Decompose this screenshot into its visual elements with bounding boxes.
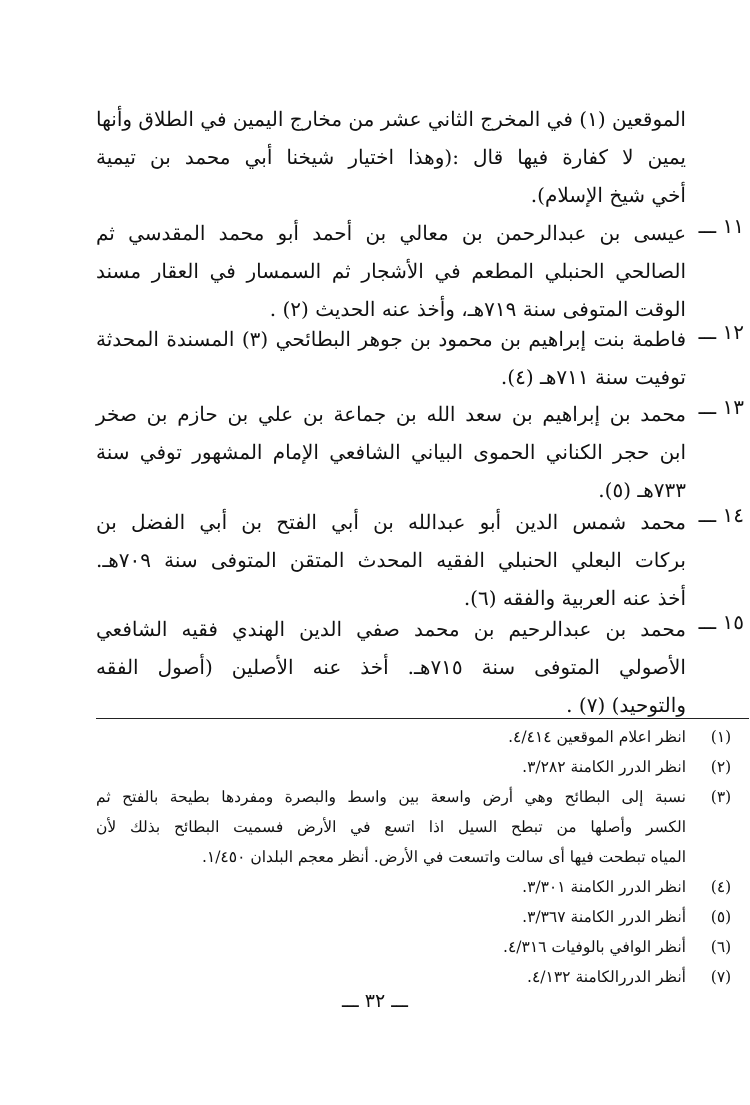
text-line: أخذ عنه العربية والفقه (٦).	[463, 586, 686, 610]
footnote-text: انظر الدرر الكامنة ٣/٢٨٢.	[522, 758, 686, 776]
entry-number: ١٥ ـــ	[698, 610, 744, 634]
footnote-text: انظر الدرر الكامنة ٣/٣٠١.	[522, 878, 686, 896]
text-line: محمد بن عبدالرحيم بن محمد صفي الدين الهندي فقيه الشافعي	[96, 617, 686, 641]
footnote-text: أنظر الدررالكامنة ٤/١٣٢.	[527, 968, 686, 986]
footnote-4	[96, 872, 732, 902]
footnote-7	[96, 962, 732, 992]
footnote-number: (٢)	[710, 758, 732, 776]
entry-number: ١٤ ـــ	[698, 503, 744, 527]
entry-13	[96, 395, 744, 509]
footnote-1	[96, 722, 732, 752]
footnote-number: (٦)	[710, 938, 732, 956]
text-line: عيسى بن عبدالرحمن بن معالي بن أحمد أبو محمد المقدسي ثم	[96, 221, 686, 245]
footnote-separator	[96, 718, 749, 719]
footnote-6	[96, 932, 732, 962]
footnotes-section	[96, 722, 732, 992]
text-line: ابن حجر الكناني الحموى البياني الشافعي الإمام المشهور توفي سنة	[96, 440, 686, 464]
text-line: الصالحي الحنبلي المطعم في الأشجار ثم السمسار في العقار مسند	[96, 259, 686, 283]
text-line: توفيت سنة ٧١١هـ (٤).	[500, 365, 686, 389]
intro-paragraph	[96, 100, 686, 214]
text-line: أخي شيخ الإسلام).	[530, 183, 686, 207]
footnote-text: انظر اعلام الموقعين ٤/٤١٤.	[508, 728, 686, 746]
footnote-number: (٥)	[710, 908, 732, 926]
entry-12	[96, 320, 744, 396]
text-line: الأصولي المتوفى سنة ٧١٥هـ. أخذ عنه الأصلين (أصول الفقه	[96, 655, 686, 679]
entry-number: ١١ ـــ	[698, 214, 744, 238]
text-line: ٧٣٣هـ (٥).	[598, 478, 686, 502]
footnote-text: الكسر وأصلها من تبطح السيل اذا اتسع في الأرض فسميت البطائح بذلك لأن	[96, 818, 686, 836]
entry-11	[96, 214, 744, 328]
entry-number: ١٣ ـــ	[698, 395, 744, 419]
text-line: يمين لا كفارة فيها قال :(وهذا اختيار شيخنا أبي محمد بن تيمية	[96, 145, 686, 169]
footnote-text: المياه تبطحت فيها أى سالت واتسعت في الأرض. أنظر معجم البلدان ١/٤٥٠.	[201, 848, 686, 866]
footnote-5	[96, 902, 732, 932]
text-line: الوقت المتوفى سنة ٧١٩هـ، وأخذ عنه الحديث (٢) .	[269, 297, 686, 321]
text-line: فاطمة بنت إبراهيم بن محمود بن جوهر البطائحي (٣) المسندة المحدثة	[96, 327, 687, 351]
text-line: والتوحيد) (٧) .	[566, 693, 686, 717]
footnote-3	[96, 782, 732, 872]
text-line: محمد شمس الدين أبو عبدالله بن أبي الفتح بن أبي الفضل بن	[96, 510, 686, 534]
text-line: الموقعين (١) في المخرج الثاني عشر من مخارج اليمين في الطلاق وأنها	[95, 107, 686, 131]
footnote-2	[96, 752, 732, 782]
page-number: ـــ ٣٢ ـــ	[342, 990, 408, 1012]
entry-15	[96, 610, 744, 724]
footnote-number: (١)	[710, 728, 732, 746]
text-line: محمد بن إبراهيم بن سعد الله بن جماعة بن علي بن حازم بن صخر	[96, 402, 686, 426]
footnote-number: (٣)	[710, 788, 732, 806]
text-line: بركات البعلي الحنبلي الفقيه المحدث المتقن المتوفى سنة ٧٠٩هـ.	[96, 548, 686, 572]
footnote-text: نسبة إلى البطائح وهي أرض واسعة بين واسط والبصرة ومفردها بطيحة بالفتح ثم	[96, 788, 686, 806]
footnote-text: أنظر الوافي بالوفيات ٤/٣١٦.	[503, 938, 686, 956]
footnote-text: أنظر الدرر الكامنة ٣/٣٦٧.	[522, 908, 686, 926]
footnote-number: (٧)	[710, 968, 732, 986]
entry-number: ١٢ ـــ	[698, 320, 744, 344]
footnote-number: (٤)	[710, 878, 732, 896]
entry-14	[96, 503, 744, 617]
